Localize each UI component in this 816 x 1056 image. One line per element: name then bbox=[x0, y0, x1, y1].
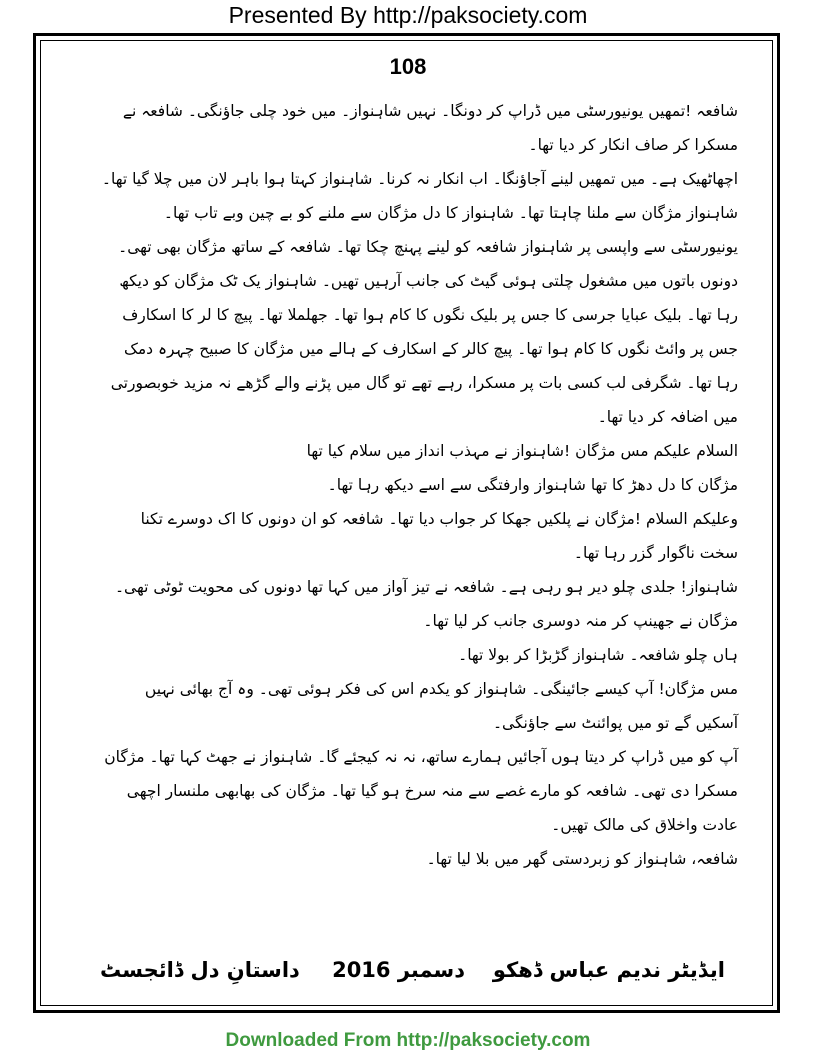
paragraph: شافعہ !تمھیں یونیورسٹی میں ڈراپ کر دونگا۔ نہیں شاہنواز۔ میں خود چلی جاؤنگی۔ شافعہ نے مسکرا کر صاف انکار کر دیا تھا۔ bbox=[122, 102, 738, 154]
footer-magazine-name: داستانِ دل ڈائجسٹ bbox=[100, 958, 300, 982]
footer-editor: ایڈیٹر ندیم عباس ڈھکو bbox=[492, 958, 725, 982]
page-number: 108 bbox=[389, 54, 427, 79]
paragraph: مژگان کا دل دھڑ کا تھا شاہنواز وارفتگی سے اسے دیکھ رہا تھا۔ bbox=[327, 476, 738, 494]
paragraph: ہاں چلو شافعہ۔ شاہنواز گڑبڑا کر بولا تھا۔ bbox=[458, 646, 738, 664]
story-text bbox=[100, 94, 738, 876]
paragraph: اچھاٹھیک ہے۔ میں تمھیں لینے آجاؤنگا۔ اب انکار نہ کرنا۔ شاہنواز کہتا ہوا باہر لان میں چلا گیا تھا۔ bbox=[101, 170, 738, 188]
paragraph: شافعہ، شاہنواز کو زبردستی گھر میں بلا لیا تھا۔ bbox=[426, 850, 738, 868]
header-watermark: Presented By http://paksociety.com bbox=[228, 2, 588, 28]
footer-watermark: Downloaded From http://paksociety.com bbox=[225, 1030, 591, 1051]
page-footer bbox=[100, 958, 725, 1002]
paragraph: آپ کو میں ڈراپ کر دیتا ہوں آجائیں ہمارے ساتھ، نہ نہ کیجئے گا۔ شاہنواز نے جھٹ کہا تھا۔ مژگان مسکرا دی تھی۔ شافعہ کو مارے غصے سے منہ سرخ ہو گیا تھا۔ مژگان کی بھابھی ملنسار اچھی عادت واخلاق کی مالک تھیں۔ bbox=[104, 748, 738, 834]
paragraph: شاہنواز مژگان سے ملنا چاہتا تھا۔ شاہنواز کا دل مژگان سے ملنے کو بے چین وبے تاب تھا۔ یونیورسٹی سے واپسی پر شاہنواز شافعہ کو لینے پہنچ چکا تھا۔ شافعہ کے ساتھ مژگان بھی تھی۔ دونوں باتوں میں مشغول چلتی ہوئی گیٹ کی جانب آرہیں تھیں۔ شاہنواز یک ٹک مژگان کو دیکھ رہا تھا۔ بلیک عبایا جرسی کا جس پر بلیک نگوں کا کام ہوا تھا۔ جھلملا تھا۔ پیچ کا لر کا اسکارف جس پر وائٹ نگوں کا کام ہوا تھا۔ پیچ کالر کے اسکارف کے ہالے میں مژگان کا صبیح چہرہ دمک رہا تھا۔ شگرفی لب کسی بات پر مسکرا، رہے تھے تو گال میں پڑنے والے گڑھے نہ مزید خوبصورتی میں اضافہ کر دیا تھا۔ bbox=[110, 204, 738, 426]
paragraph: شاہنواز! جلدی چلو دیر ہو رہی ہے۔ شافعہ نے تیز آواز میں کہا تھا دونوں کی محویت ٹوٹی تھی۔ مژگان نے جھینپ کر منہ دوسری جانب کر لیا تھا۔ bbox=[114, 578, 738, 630]
footer-issue-date: دسمبر 2016 bbox=[332, 958, 465, 982]
paragraph: وعلیکم السلام !مژگان نے پلکیں جھکا کر جواب دیا تھا۔ شافعہ کو ان دونوں کا اک دوسرے تکنا سخت ناگوار گزر رہا تھا۔ bbox=[140, 510, 738, 562]
paragraph: السلام علیکم مس مژگان !شاہنواز نے مہذب انداز میں سلام کیا تھا bbox=[306, 442, 738, 460]
paragraph: مس مژگان! آپ کیسے جائینگی۔ شاہنواز کو یکدم اس کی فکر ہوئی تھی۔ وہ آج بھائی نہیں آسکیں گے تو میں پوائنٹ سے جاؤنگی۔ bbox=[144, 680, 738, 732]
